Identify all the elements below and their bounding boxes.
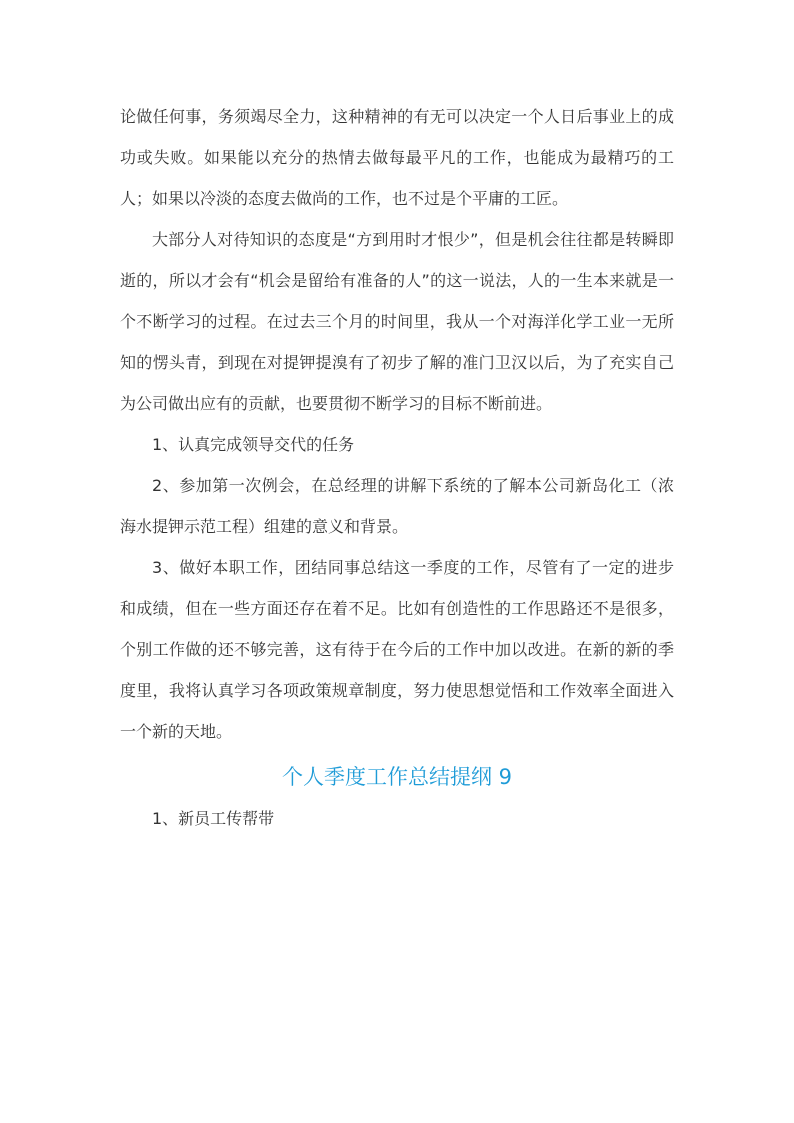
paragraph-knowledge: 大部分人对待知识的态度是“方到用时才恨少”，但是机会往往都是转瞬即逝的，所以才会有“机会是留给有准备的人”的这一说法，人的一生本来就是一个不断学习的过程。在过去三个月的时间里，我从一个对海洋化学工业一无所知的愣头青，到现在对提钾提溴有了初步了解的准门卫汉以后，为了充实自己为公司做出应有的贡献，也要贯彻不断学习的目标不断前进。	[120, 230, 674, 413]
section-heading: 个人季度工作总结提纲 9	[281, 765, 513, 789]
document-page	[120, 96, 674, 839]
paragraph-continuation: 论做任何事，务须竭尽全力，这种精神的有无可以决定一个人日后事业上的成功或失败。如果能以充分的热情去做每最平凡的工作，也能成为最精巧的工人；如果以冷淡的态度去做尚的工作，也不过是个平庸的工匠。	[120, 107, 674, 208]
list-item-1: 1、认真完成领导交代的任务	[152, 435, 355, 454]
list-item-2: 2、参加第一次例会，在总经理的讲解下系统的了解本公司新岛化工（浓海水提钾示范工程）组建的意义和背景。	[120, 476, 674, 536]
list-item-new-section-1: 1、新员工传帮带	[152, 809, 275, 828]
list-item-3: 3、做好本职工作，团结同事总结这一季度的工作，尽管有了一定的进步和成绩，但在一些方面还存在着不足。比如有创造性的工作思路还不是很多，个别工作做的还不够完善，这有待于在今后的工作中加以改进。在新的新的季度里，我将认真学习各项政策规章制度，努力使思想觉悟和工作效率全面进入一个新的天地。	[120, 558, 674, 741]
